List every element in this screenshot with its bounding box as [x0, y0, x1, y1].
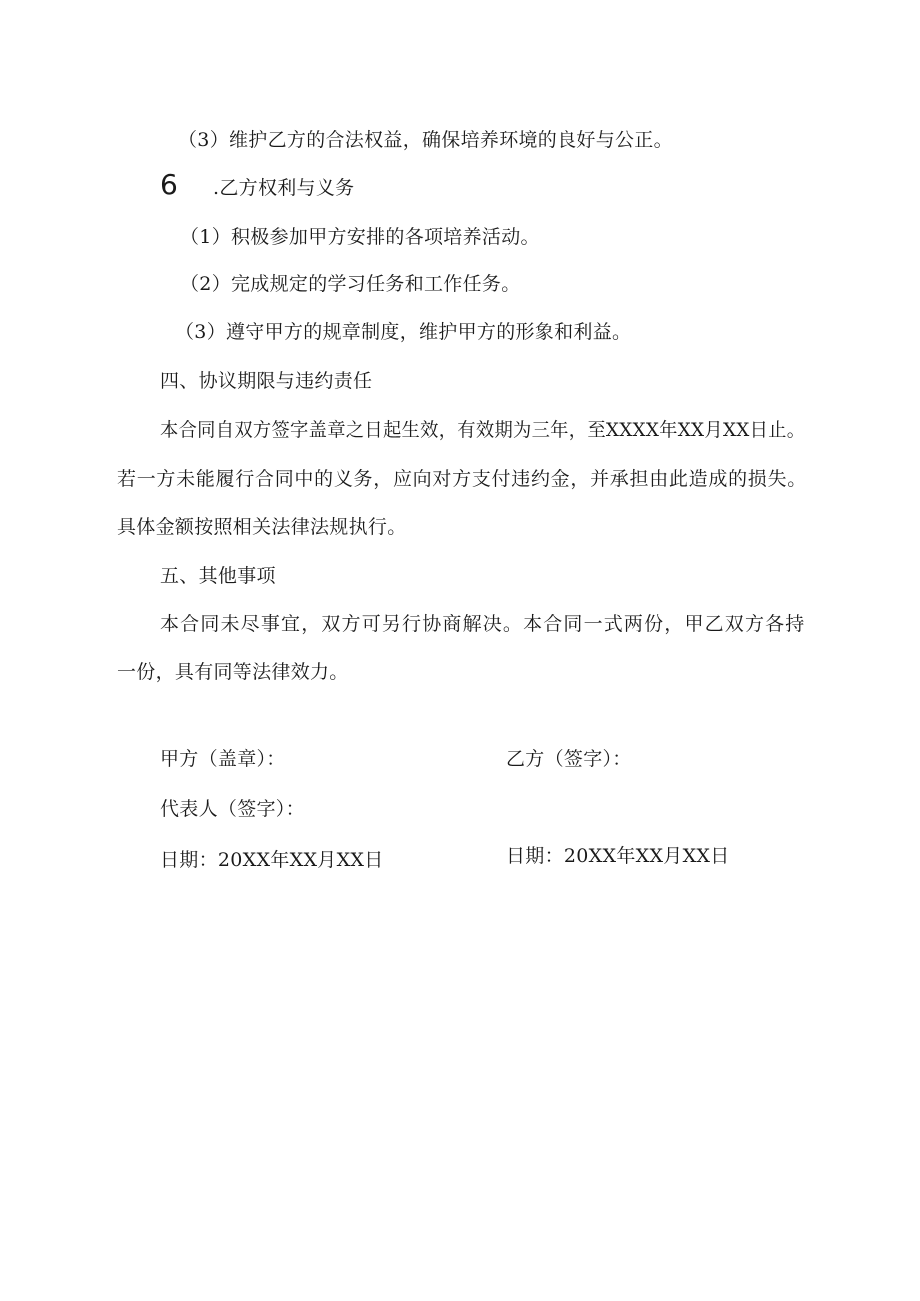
party-b-sign-label: 乙方（签字）： — [506, 748, 632, 770]
representative-sign-label: 代表人（签字）： — [160, 798, 305, 820]
section-4-heading: 四、协议期限与违约责任 — [160, 370, 373, 392]
section-4-paragraph-line-2: 若一方未能履行合同中的义务，应向对方支付违约金，并承担由此造成的损失。 — [117, 468, 807, 490]
section-5-paragraph-line-2: 一份，具有同等法律效力。 — [117, 661, 349, 683]
section-5-paragraph-line-1: 本合同未尽事宜，双方可另行协商解决。本合同一式两份，甲乙双方各持 — [160, 613, 806, 635]
party-a-seal-label: 甲方（盖章）： — [160, 748, 286, 770]
section-5-heading: 五、其他事项 — [160, 565, 276, 587]
party-b-duty-item-1: （1）积极参加甲方安排的各项培养活动。 — [180, 226, 540, 248]
section-4-paragraph-line-1: 本合同自双方签字盖章之日起生效，有效期为三年，至XXXX年XX月XX日止。 — [160, 419, 806, 441]
party-a-date: 日期：20XX年XX月XX日 — [160, 849, 384, 871]
party-b-duty-item-2: （2）完成规定的学习任务和工作任务。 — [180, 273, 521, 295]
section-6-title: .乙方权利与义务 — [213, 177, 355, 199]
section-6-number: 6 — [160, 168, 178, 201]
party-a-duty-item-3: （3）维护乙方的合法权益，确保培养环境的良好与公正。 — [178, 129, 673, 151]
section-4-paragraph-line-3: 具体金额按照相关法律法规执行。 — [117, 516, 407, 538]
party-b-duty-item-3: （3）遵守甲方的规章制度，维护甲方的形象和利益。 — [175, 321, 632, 343]
party-b-date: 日期：20XX年XX月XX日 — [506, 845, 730, 867]
